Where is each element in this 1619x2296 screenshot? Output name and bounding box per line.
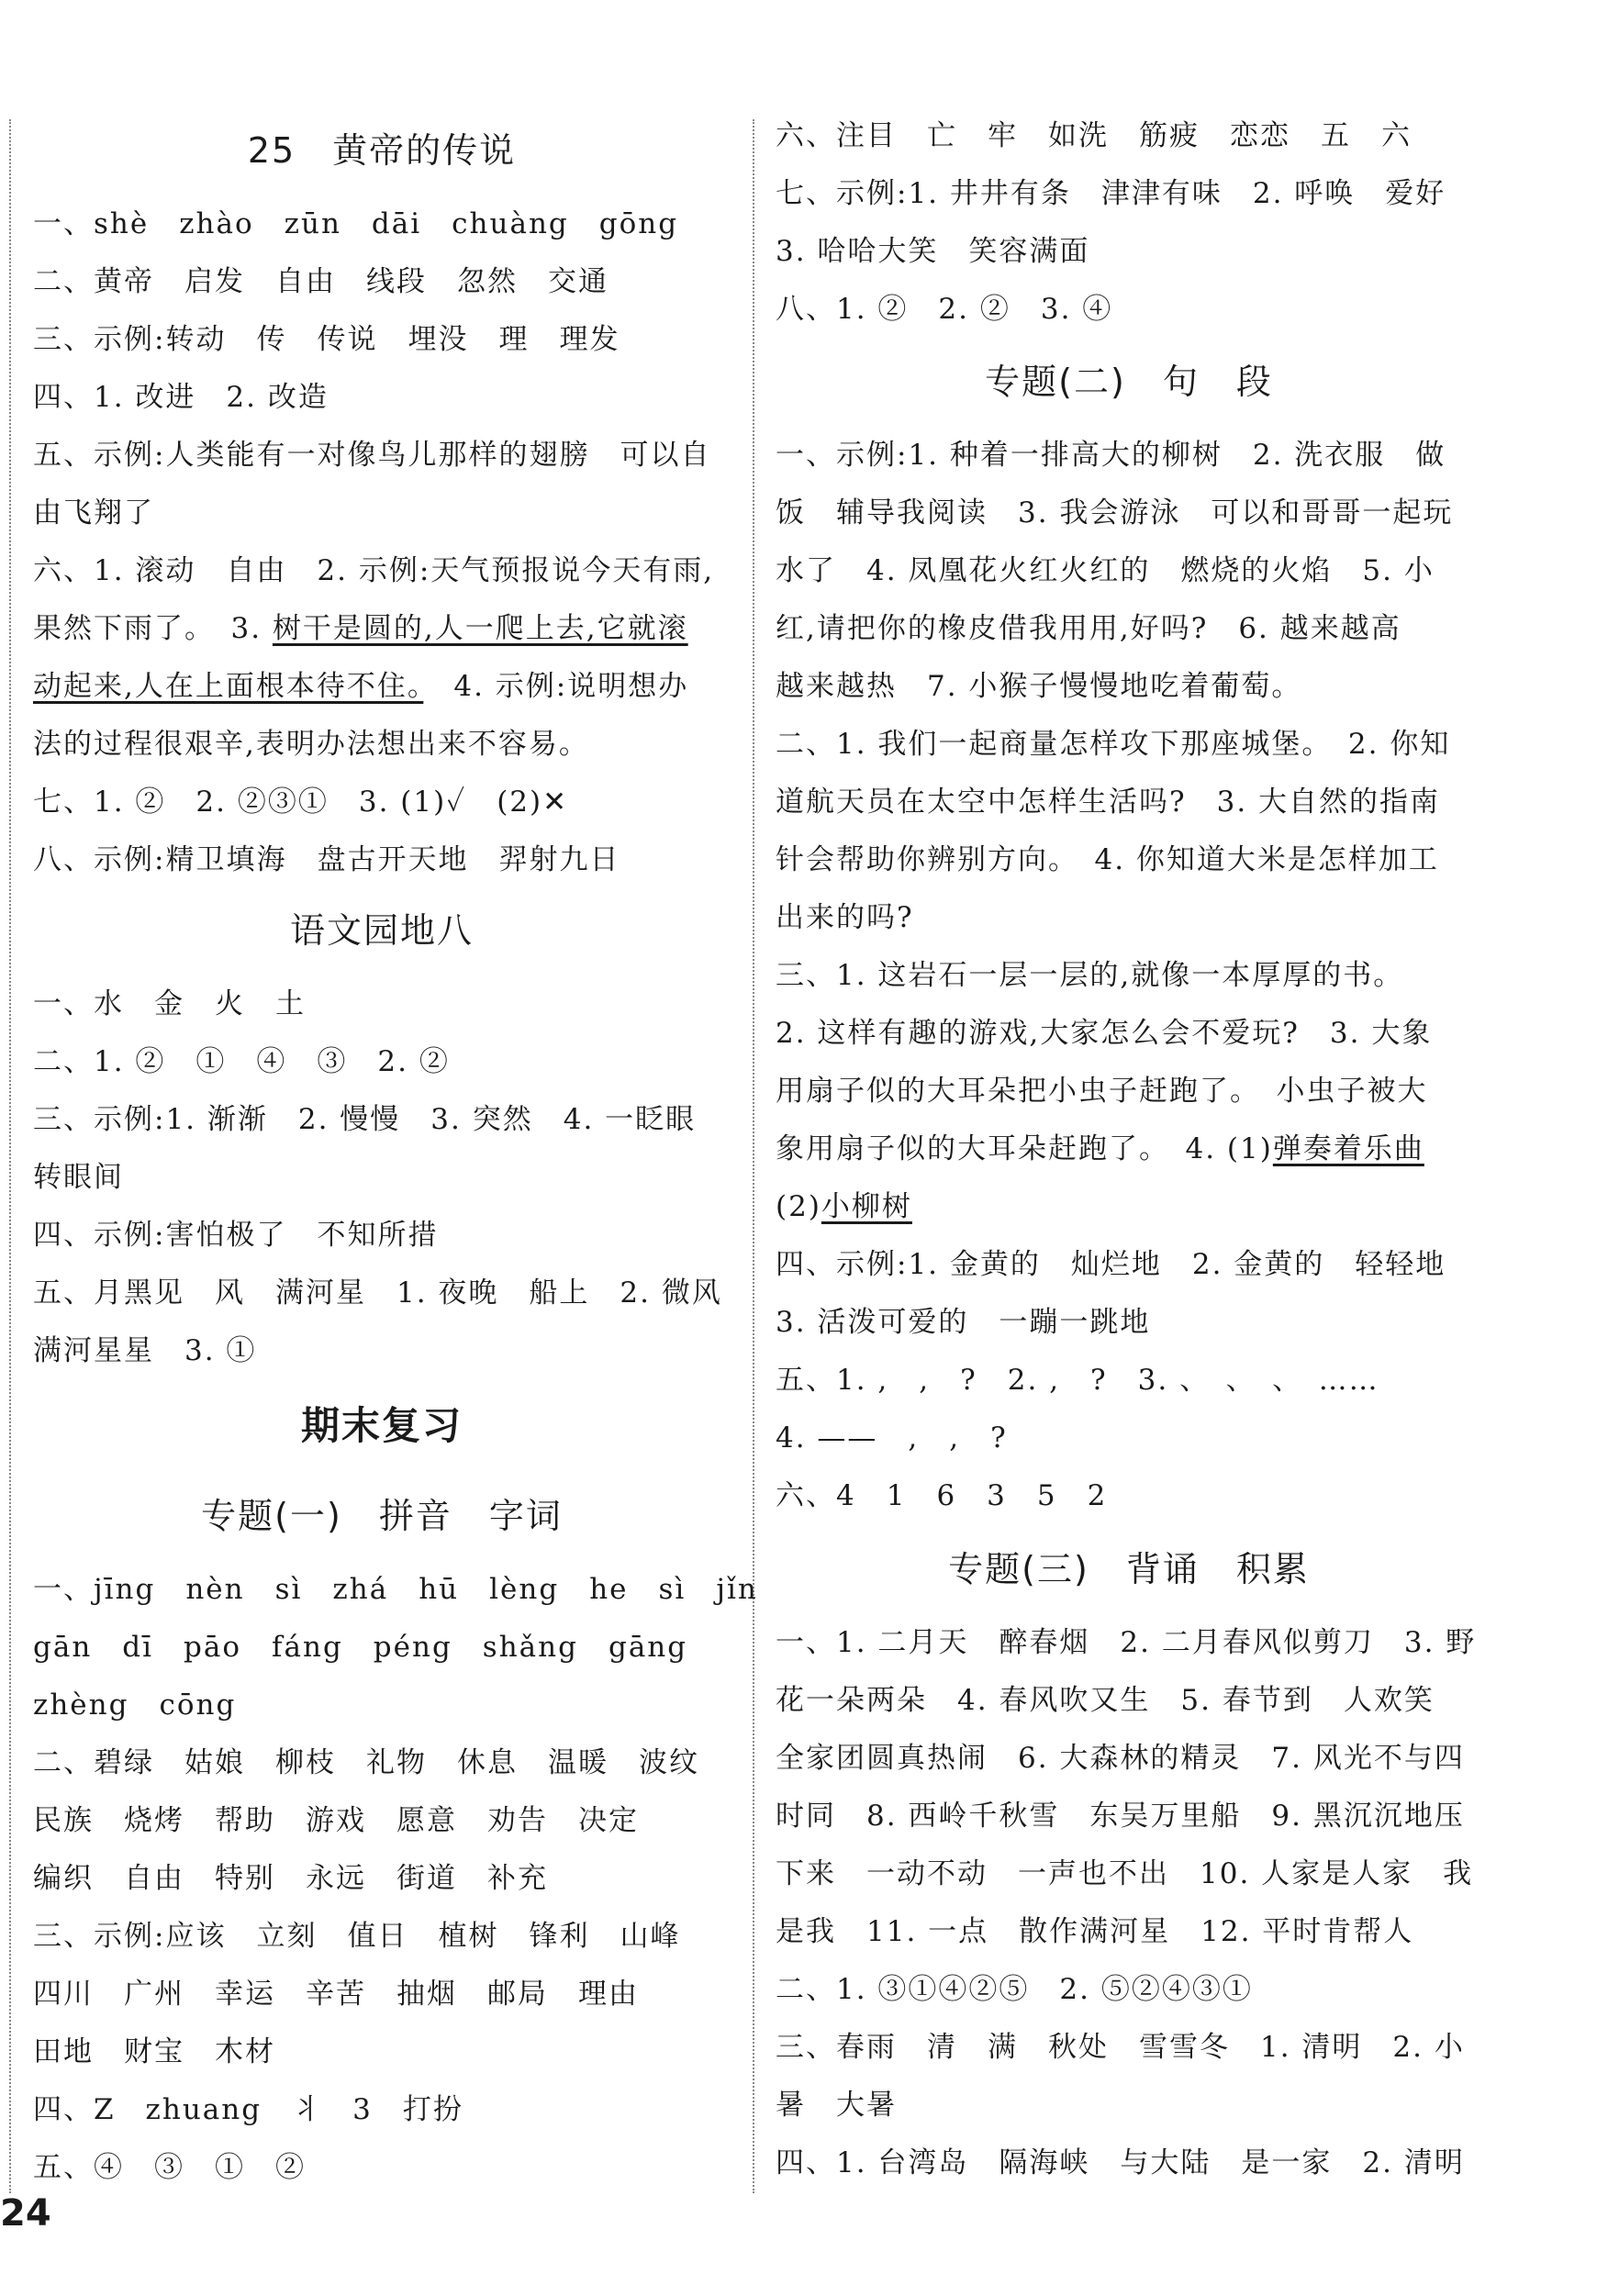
section-title-lesson-25: 25 黄帝的传说 xyxy=(247,130,517,171)
answer-line: 二、黄帝 启发 自由 线段 忽然 交通 xyxy=(33,265,609,298)
answer-line: 法的过程很艰辛,表明办法想出来不容易。 xyxy=(33,728,589,761)
topic-title-1: 专题(一) 拼音 字词 xyxy=(201,1496,563,1536)
underlined-answer: 树干是圆的,人一爬上去,它就滚 xyxy=(272,612,688,645)
answer-line: 五、1. , , ? 2. , ? 3. 、 、 、 …… xyxy=(776,1364,1379,1397)
answer-line: 八、1. ② 2. ② 3. ④ xyxy=(776,293,1113,326)
answer-line: 3. 活泼可爱的 一蹦一跳地 xyxy=(776,1306,1151,1339)
answer-text: 果然下雨了。 3. xyxy=(33,612,273,645)
answer-line: 三、示例:应该 立刻 值日 植树 锋利 山峰 xyxy=(33,1920,681,1953)
answer-line xyxy=(33,668,688,705)
answer-line: 一、jīng nèn sì zhá hū lèng he sì jǐn xyxy=(33,1573,758,1606)
answer-line xyxy=(776,1188,912,1225)
answer-line: 道航天员在太空中怎样生活吗? 3. 大自然的指南 xyxy=(776,786,1441,819)
answer-line: 二、碧绿 姑娘 柳枝 礼物 休息 温暖 波纹 xyxy=(33,1746,699,1779)
answer-line: 六、1. 滚动 自由 2. 示例:天气预报说今天有雨, xyxy=(33,554,715,587)
answer-line: 越来越热 7. 小猴子慢慢地吃着葡萄。 xyxy=(776,670,1302,703)
answer-line: 七、1. ② 2. ②③① 3. (1)✓ (2)✕ xyxy=(33,786,569,819)
answer-line: 饭 辅导我阅读 3. 我会游泳 可以和哥哥一起玩 xyxy=(776,496,1454,529)
answer-line: 七、示例:1. 井井有条 津津有味 2. 呼唤 爱好 xyxy=(776,177,1446,210)
answer-line: 三、示例:转动 传 传说 埋没 理 理发 xyxy=(33,323,620,356)
answer-line: 四、示例:1. 金黄的 灿烂地 2. 金黄的 轻轻地 xyxy=(776,1248,1446,1281)
answer-line: 用扇子似的大耳朵把小虫子赶跑了。 小虫子被大 xyxy=(776,1075,1428,1108)
answer-line: 出来的吗? xyxy=(776,901,914,934)
underlined-answer: 弹奏着乐曲 xyxy=(1272,1132,1424,1165)
underlined-answer: 小柳树 xyxy=(821,1190,912,1223)
answer-line: 民族 烧烤 帮助 游戏 愿意 劝告 决定 xyxy=(33,1804,639,1837)
answer-text: (2) xyxy=(776,1190,821,1223)
answer-line: 四、示例:害怕极了 不知所措 xyxy=(33,1219,439,1252)
topic-title-2: 专题(二) 句 段 xyxy=(985,362,1273,402)
answer-line: 一、1. 二月天 醉春烟 2. 二月春风似剪刀 3. 野 xyxy=(776,1626,1477,1659)
answer-line: 二、1. ③①④②⑤ 2. ⑤②④③① xyxy=(776,1973,1253,2006)
answer-line: gān dī pāo fáng péng shǎng gāng xyxy=(33,1631,688,1664)
answer-line: 由飞翔了 xyxy=(33,496,154,529)
answer-line: 2. 这样有趣的游戏,大家怎么会不爱玩? 3. 大象 xyxy=(776,1017,1433,1050)
answer-line: 编织 自由 特别 永远 街道 补充 xyxy=(33,1862,548,1895)
answer-line: 是我 11. 一点 散作满河星 12. 平时肯帮人 xyxy=(776,1915,1414,1948)
answer-line: 针会帮助你辨别方向。 4. 你知道大米是怎样加工 xyxy=(776,843,1439,876)
answer-line: 二、1. ② ① ④ ③ 2. ② xyxy=(33,1045,450,1078)
underlined-answer: 动起来,人在上面根本待不住。 xyxy=(33,670,424,703)
answer-line: 四、1. 台湾岛 隔海峡 与大陆 是一家 2. 清明 xyxy=(776,2146,1465,2179)
answer-line: 转眼间 xyxy=(33,1161,124,1194)
answer-line: 五、④ ③ ① ② xyxy=(33,2151,306,2184)
answer-line: 花一朵两朵 4. 春风吹又生 5. 春节到 人欢笑 xyxy=(776,1684,1435,1717)
answer-line: 六、4 1 6 3 5 2 xyxy=(776,1479,1108,1512)
answer-line: 二、1. 我们一起商量怎样攻下那座城堡。 2. 你知 xyxy=(776,728,1451,761)
answer-line: 四川 广州 幸运 辛苦 抽烟 邮局 理由 xyxy=(33,1978,639,2011)
answer-line: 满河星星 3. ① xyxy=(33,1334,257,1367)
answer-line: 五、示例:人类能有一对像鸟儿那样的翅膀 可以自 xyxy=(33,439,711,472)
answer-line xyxy=(33,610,688,647)
answer-line: 五、月黑见 风 满河星 1. 夜晚 船上 2. 微风 xyxy=(33,1276,722,1310)
answer-line: 三、1. 这岩石一层一层的,就像一本厚厚的书。 xyxy=(776,959,1404,992)
left-margin-divider xyxy=(9,119,11,2193)
answer-line: 三、示例:1. 渐渐 2. 慢慢 3. 突然 4. 一眨眼 xyxy=(33,1103,697,1136)
answer-line: 全家团圆真热闹 6. 大森林的精灵 7. 风光不与四 xyxy=(776,1742,1465,1775)
answer-line: 红,请把你的橡皮借我用用,好吗? 6. 越来越高 xyxy=(776,612,1401,645)
answer-line: 一、示例:1. 种着一排高大的柳树 2. 洗衣服 做 xyxy=(776,439,1446,472)
answer-line: 一、水 金 火 土 xyxy=(33,987,306,1020)
answer-line: 六、注目 亡 牢 如洗 筋疲 恋恋 五 六 xyxy=(776,119,1412,152)
answer-line: 八、示例:精卫填海 盘古开天地 羿射九日 xyxy=(33,843,620,876)
answer-line: 三、春雨 清 满 秋处 雪雪冬 1. 清明 2. 小 xyxy=(776,2031,1465,2064)
page-number: 24 xyxy=(0,2192,51,2235)
answer-text: 4. 示例:说明想办 xyxy=(423,670,689,703)
answer-line: 四、Z zhuang 丬 3 打扮 xyxy=(33,2093,463,2126)
section-title-yuwen-yuandi-8: 语文园地八 xyxy=(289,910,474,951)
answer-line: 下来 一动不动 一声也不出 10. 人家是人家 我 xyxy=(776,1857,1474,1890)
answer-line: 暑 大暑 xyxy=(776,2089,897,2122)
topic-title-3: 专题(三) 背诵 积累 xyxy=(948,1549,1310,1589)
answer-line: zhèng cōng xyxy=(33,1689,237,1722)
answer-text: 象用扇子似的大耳朵赶跑了。 4. (1) xyxy=(776,1132,1273,1165)
answer-line: 3. 哈哈大笑 笑容满面 xyxy=(776,235,1090,268)
column-divider xyxy=(753,119,754,2193)
section-title-final-review: 期末复习 xyxy=(300,1403,463,1448)
answer-line: 一、shè zhào zūn dāi chuàng gōng xyxy=(33,207,679,240)
answer-line: 水了 4. 凤凰花火红火红的 燃烧的火焰 5. 小 xyxy=(776,554,1435,587)
answer-line: 4. —— , , ? xyxy=(776,1421,1008,1455)
answer-line: 时同 8. 西岭千秋雪 东吴万里船 9. 黑沉沉地压 xyxy=(776,1800,1465,1833)
answer-line: 四、1. 改进 2. 改造 xyxy=(33,381,329,414)
answer-line: 田地 财宝 木材 xyxy=(33,2035,275,2068)
answer-line xyxy=(776,1131,1424,1167)
